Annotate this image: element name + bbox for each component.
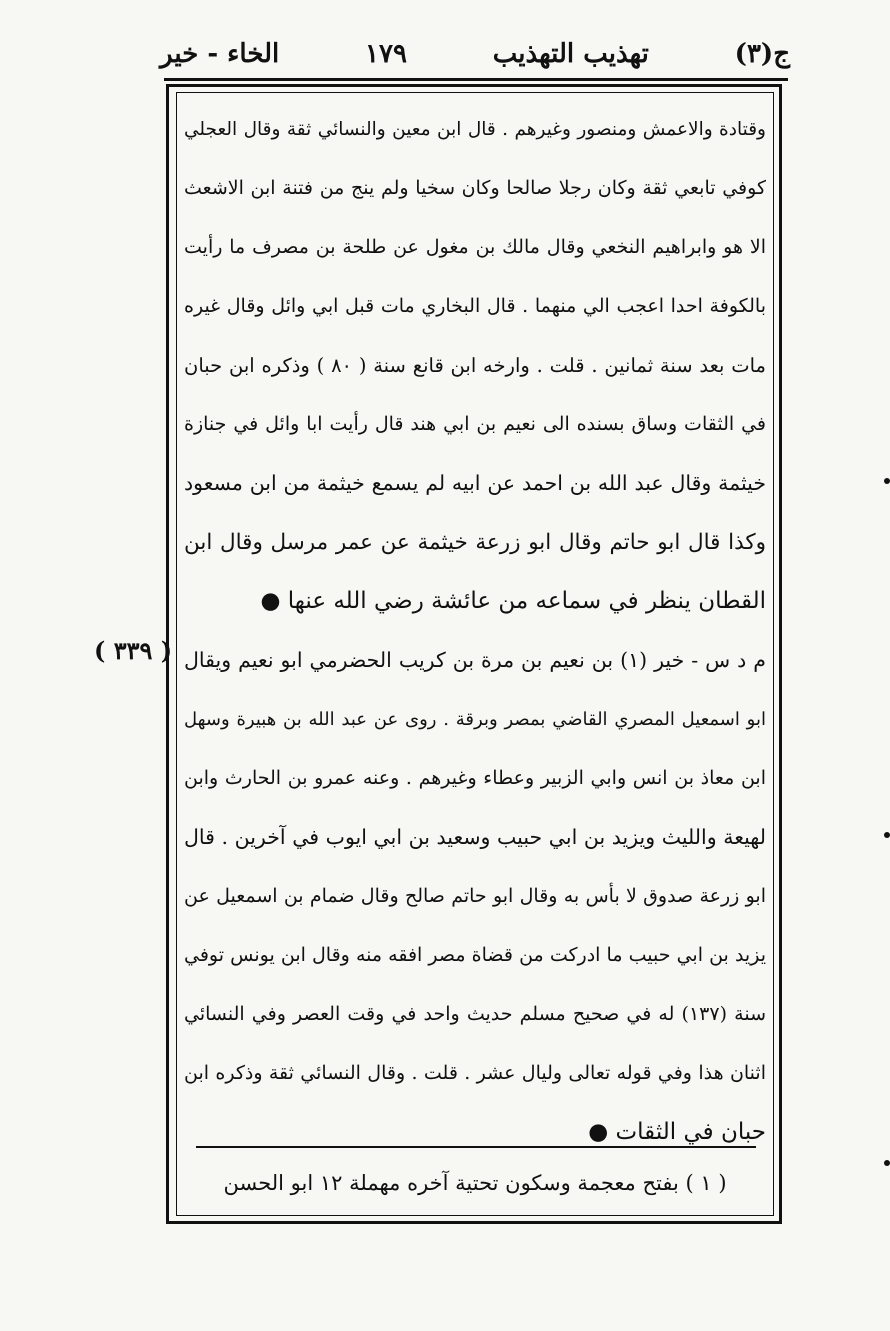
book-title: تهذيب التهذيب <box>492 39 649 69</box>
text-line: سنة (١٣٧) له في صحيح مسلم حديث واحد في وقت العصر وفي النسائي <box>184 1003 766 1025</box>
text-line: وكذا قال ابو حاتم وقال ابو زرعة خيثمة عن عمر مرسل وقال ابن <box>184 530 766 555</box>
footnote-rule <box>196 1146 756 1148</box>
section-label: الخاء - خير <box>160 39 280 69</box>
body-text <box>184 100 766 1162</box>
page-number: ١٧٩ <box>365 39 407 69</box>
text-line: القطان ينظر في سماعه من عائشة رضي الله عنها ● <box>260 588 766 614</box>
margin-mark <box>884 478 890 484</box>
text-line: حبان في الثقات ● <box>588 1119 766 1145</box>
text-line: ابو زرعة صدوق لا بأس به وقال ابو حاتم صالح وقال ضمام بن اسمعيل عن <box>184 885 766 907</box>
text-line: لهيعة والليث ويزيد بن ابي حبيب وسعيد بن ابي ايوب في آخرين . قال <box>184 825 766 849</box>
text-line: ابن معاذ بن انس وابي الزبير وعطاء وغيرهم . وعنه عمرو بن الحارث وابن <box>184 767 766 789</box>
text-line: م د س - خير (١) بن نعيم بن مرة بن كريب الحضرمي ابو نعيم ويقال <box>184 648 766 672</box>
entry-number: ( ٣٣٩ ) <box>94 636 173 665</box>
text-line: الا هو وابراهيم النخعي وقال مالك بن مغول عن طلحة بن مصرف ما رأيت <box>184 236 766 258</box>
text-line: وقتادة والاعمش ومنصور وغيرهم . قال ابن معين والنسائي ثقة وقال العجلي <box>184 119 766 140</box>
text-line: بالكوفة احدا اعجب الي منهما . قال البخاري مات قبل ابي وائل وقال غيره <box>184 295 766 317</box>
margin-mark <box>884 1160 890 1166</box>
text-line: مات بعد سنة ثمانين . قلت . وارخه ابن قانع سنة ( ٨٠ ) وذكره ابن حبان <box>184 354 766 377</box>
text-line: اثنان هذا وفي قوله تعالى وليال عشر . قلت . وقال النسائي ثقة وذكره ابن <box>184 1062 766 1084</box>
footnote: ( ١ ) بفتح معجمة وسكون تحتية آخره مهملة ١٢ ابو الحسن <box>223 1171 727 1195</box>
text-line: ابو اسمعيل المصري القاضي بمصر وبرقة . روى عن عبد الله بن هبيرة وسهل <box>184 709 766 730</box>
text-line: خيثمة وقال عبد الله بن احمد عن ابيه لم يسمع خيثمة من ابن مسعود <box>184 471 766 495</box>
running-header <box>160 34 790 74</box>
header-rule <box>164 78 788 81</box>
text-line: في الثقات وساق بسنده الى نعيم بن ابي هند قال رأيت ابا وائل في جنازة <box>184 413 766 435</box>
volume-label: ج(٣) <box>734 39 790 69</box>
margin-mark <box>884 832 890 838</box>
text-line: يزيد بن ابي حبيب ما ادركت من قضاة مصر افقه منه وقال ابن يونس توفي <box>184 944 766 966</box>
text-line: كوفي تابعي ثقة وكان رجلا صالحا وكان سخيا ولم ينج من فتنة ابن الاشعث <box>184 177 766 199</box>
